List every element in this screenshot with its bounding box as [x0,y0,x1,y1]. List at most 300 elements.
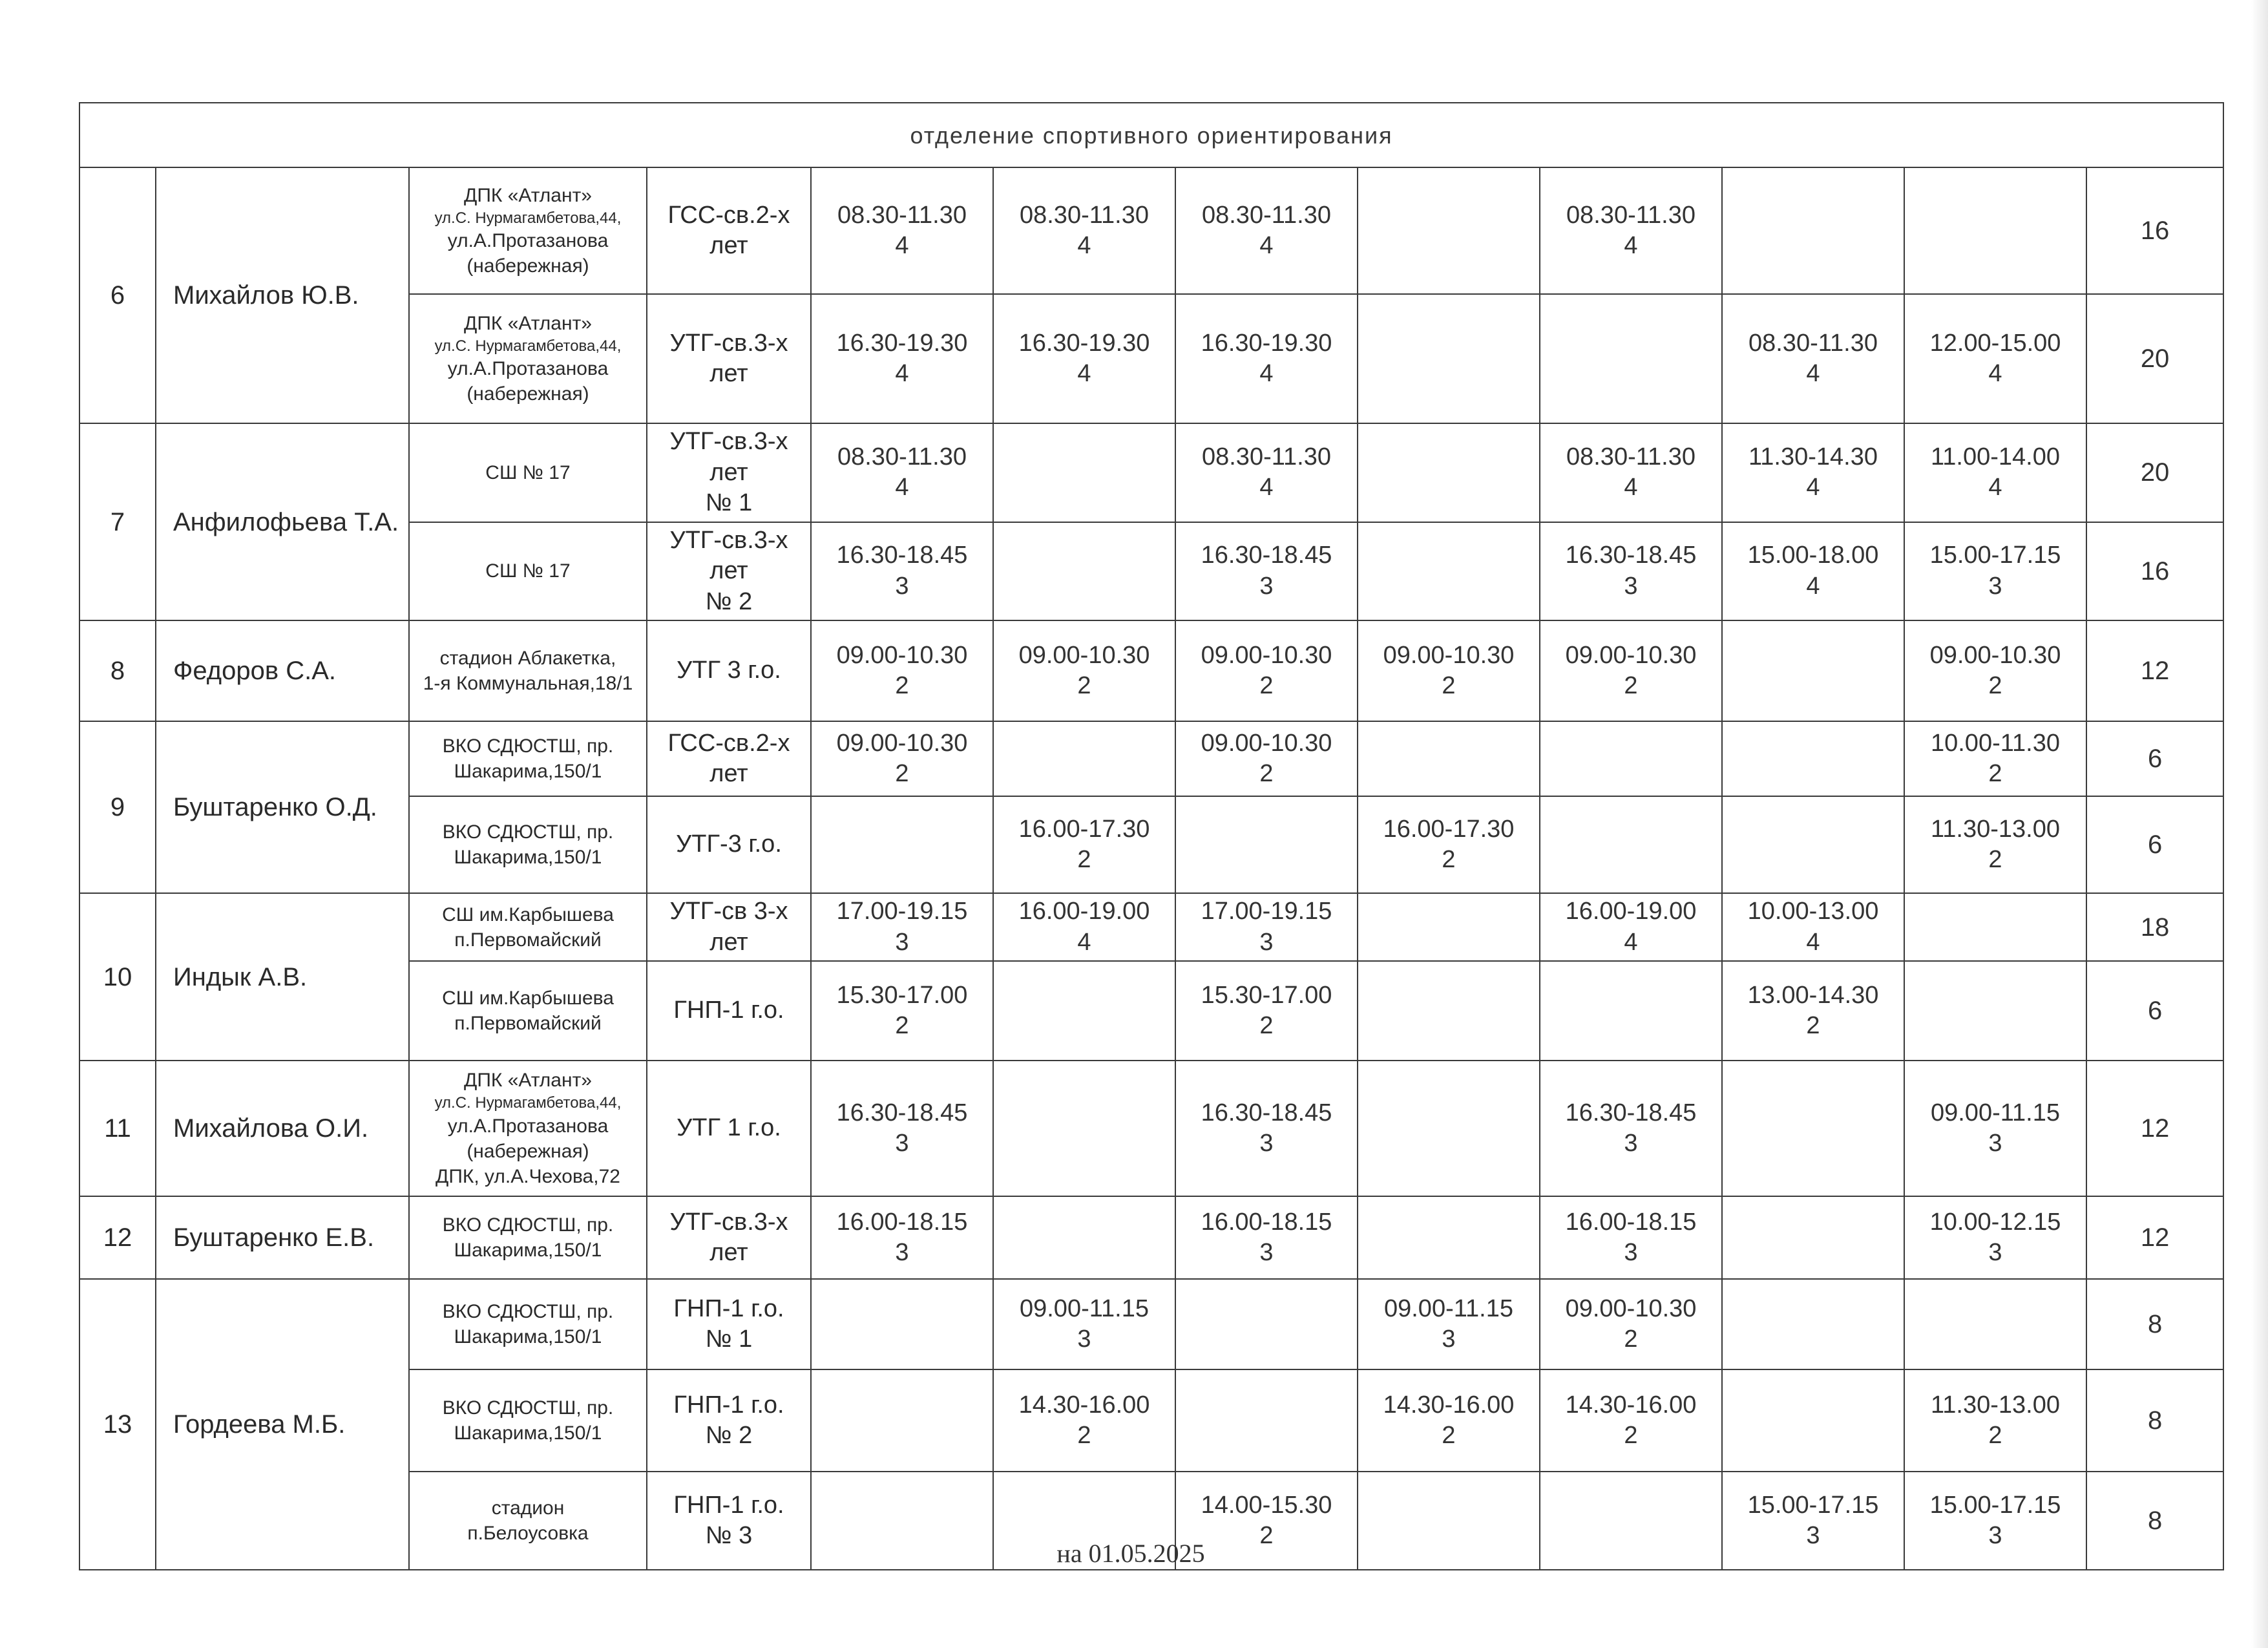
day-schedule-cell [1358,522,1540,621]
venue-cell-line: п.Белоусовка [467,1523,589,1544]
venue-cell [409,1061,647,1196]
day-schedule-cell-line: 4 [1806,928,1820,956]
group-cell-line: УТГ-св.3-х [669,1208,788,1236]
group-cell-line: № 3 [705,1522,753,1549]
scan-edge-shadow [2251,0,2268,1648]
total-hours: 18 [2086,893,2223,961]
day-schedule-cell-line: 17.00-19.15 [836,898,968,925]
day-schedule-cell [1358,620,1540,721]
day-schedule-cell-line: 2 [1259,1522,1274,1549]
venue-cell-line: ул.С. Нурмагамбетова,44, [434,209,622,227]
day-schedule-cell-line: 09.00-10.30 [1383,641,1515,669]
venue-cell [409,1196,647,1279]
day-schedule-cell-line: 2 [1442,1422,1456,1449]
day-schedule-cell-line: 2 [1077,1422,1091,1449]
venue-cell [409,796,647,893]
day-schedule-cell-line: 3 [1259,1239,1274,1266]
venue-cell-line: ВКО СДЮСТШ, пр. [442,1214,614,1236]
day-schedule-cell [993,294,1175,423]
day-schedule-cell [993,1061,1175,1196]
day-schedule-cell [1175,796,1358,893]
day-schedule-cell-line: 2 [1259,672,1274,699]
day-schedule-cell-line: 15.00-18.00 [1747,542,1879,569]
coach-name: Анфилофьева Т.А. [156,423,409,620]
day-schedule-cell-line: 3 [1624,1239,1638,1266]
day-schedule-cell [1904,167,2086,294]
group-cell-line: лет [709,1239,748,1266]
table-row [79,1196,2223,1279]
venue-cell [409,893,647,961]
day-schedule-cell [1722,1061,1904,1196]
day-schedule-cell [811,1472,993,1570]
day-schedule-cell-line: 2 [1077,846,1091,873]
day-schedule-cell [1540,620,1722,721]
venue-cell-line: ВКО СДЮСТШ, пр. [442,1397,614,1419]
day-schedule-cell-line: 2 [1442,672,1456,699]
day-schedule-cell-line: 10.00-13.00 [1747,898,1879,925]
day-schedule-cell-line: 16.30-18.45 [1201,1099,1332,1126]
day-schedule-cell-line: 11.30-13.00 [1930,1391,2061,1419]
day-schedule-cell [993,167,1175,294]
day-schedule-cell-line: 4 [1988,360,2002,387]
day-schedule-cell [1904,961,2086,1061]
venue-cell [409,167,647,294]
table-row [79,721,2223,796]
day-schedule-cell [811,1196,993,1279]
group-cell [647,893,811,961]
row-number: 10 [79,893,156,1061]
day-schedule-cell-line: 16.30-18.45 [1565,1099,1697,1126]
day-schedule-cell [1722,1369,1904,1472]
group-cell-line: № 2 [705,1422,753,1449]
day-schedule-cell-line: 09.00-10.30 [1565,1294,1697,1322]
group-cell [647,423,811,522]
group-cell-line: ГНП-1 г.о. [673,1294,784,1322]
day-schedule-cell-line: 3 [1624,572,1638,600]
day-schedule-cell [1540,893,1722,961]
day-schedule-cell [1540,167,1722,294]
group-cell-line: № 2 [705,587,753,615]
day-schedule-cell [993,1279,1175,1369]
day-schedule-cell-line: 09.00-10.30 [836,729,968,757]
day-schedule-cell [1540,1061,1722,1196]
day-schedule-cell [811,423,993,522]
venue-cell-line: ВКО СДЮСТШ, пр. [442,821,614,843]
group-cell [647,796,811,893]
day-schedule-cell-line: 3 [1259,572,1274,600]
coach-name: Федоров С.А. [156,620,409,721]
day-schedule-cell-line: 4 [1259,360,1274,387]
group-cell [647,522,811,621]
venue-cell-line: Шакарима,150/1 [454,1326,602,1347]
day-schedule-cell-line: 3 [1988,1239,2002,1266]
venue-cell-line: п.Первомайский [454,1013,602,1034]
day-schedule-cell [1540,1369,1722,1472]
group-cell-line: ГСС-св.2-х [667,201,790,229]
day-schedule-cell-line: 11.00-14.00 [1930,443,2061,470]
day-schedule-cell [1722,1196,1904,1279]
group-cell [647,1196,811,1279]
day-schedule-cell-line: 4 [895,232,909,259]
venue-cell-line: ул.С. Нурмагамбетова,44, [434,1094,622,1112]
group-cell-line: УТГ-св 3-х [669,898,788,925]
total-hours: 20 [2086,423,2223,522]
venue-cell-line: (набережная) [467,383,589,405]
day-schedule-cell [1722,721,1904,796]
day-schedule-cell-line: 09.00-10.30 [1201,729,1332,757]
day-schedule-cell-line: 15.30-17.00 [836,981,968,1009]
day-schedule-cell-line: 3 [895,572,909,600]
day-schedule-cell [1722,167,1904,294]
day-schedule-cell-line: 16.00-17.30 [1383,815,1515,843]
day-schedule-cell [811,796,993,893]
day-schedule-cell [1904,294,2086,423]
day-schedule-cell [1722,423,1904,522]
day-schedule-cell-line: 2 [1624,1326,1638,1353]
venue-cell-line: ул.А.Протазанова [447,230,609,252]
day-schedule-cell-line: 12.00-15.00 [1929,329,2061,357]
day-schedule-cell-line: 16.30-18.45 [1565,542,1697,569]
day-schedule-cell-line: 08.30-11.30 [1019,201,1150,229]
group-cell [647,1061,811,1196]
day-schedule-cell-line: 2 [1259,760,1274,787]
day-schedule-cell-line: 3 [895,1130,909,1157]
day-schedule-cell [1540,796,1722,893]
day-schedule-cell-line: 4 [895,474,909,502]
day-schedule-cell [811,893,993,961]
day-schedule-cell [1722,961,1904,1061]
day-schedule-cell [1722,796,1904,893]
group-cell-line: УТГ 1 г.о. [677,1114,781,1142]
day-schedule-cell-line: 2 [895,672,909,699]
total-hours: 8 [2086,1369,2223,1472]
group-cell [647,1369,811,1472]
schedule-table [79,102,2224,1570]
group-cell [647,721,811,796]
group-cell-line: УТГ-св.3-х [669,428,788,455]
day-schedule-cell-line: 2 [1624,1422,1638,1449]
day-schedule-cell-line: 4 [1077,360,1091,387]
day-schedule-cell-line: 09.00-11.15 [1019,1294,1150,1322]
day-schedule-cell-line: 13.00-14.30 [1747,981,1879,1009]
day-schedule-cell [1540,721,1722,796]
day-schedule-cell-line: 3 [1259,1130,1274,1157]
day-schedule-cell [811,167,993,294]
day-schedule-cell [1358,1472,1540,1570]
day-schedule-cell-line: 2 [895,1012,909,1039]
coach-name: Буштаренко Е.В. [156,1196,409,1279]
day-schedule-cell [1540,961,1722,1061]
venue-cell-line: ВКО СДЮСТШ, пр. [442,1301,614,1322]
total-hours: 6 [2086,721,2223,796]
day-schedule-cell-line: 16.00-18.15 [1201,1208,1332,1236]
group-cell-line: ГНП-1 г.о. [673,997,784,1024]
venue-cell-line: Шакарима,150/1 [454,1422,602,1444]
day-schedule-cell-line: 2 [1077,672,1091,699]
day-schedule-cell [1175,893,1358,961]
day-schedule-cell-line: 4 [1259,232,1274,259]
group-cell [647,620,811,721]
coach-name: Индык А.В. [156,893,409,1061]
day-schedule-cell [1358,1369,1540,1472]
venue-cell [409,423,647,522]
day-schedule-cell-line: 3 [1988,572,2002,600]
day-schedule-cell-line: 4 [1806,474,1820,502]
day-schedule-cell [1358,796,1540,893]
day-schedule-cell [1540,1196,1722,1279]
day-schedule-cell [1175,1369,1358,1472]
day-schedule-cell-line: 3 [1442,1326,1456,1353]
day-schedule-cell-line: 11.30-13.00 [1930,815,2061,843]
venue-cell-line: Шакарима,150/1 [454,761,602,782]
day-schedule-cell-line: 17.00-19.15 [1201,898,1332,925]
day-schedule-cell [1175,1196,1358,1279]
group-cell-line: № 1 [705,489,753,516]
day-schedule-cell [1175,522,1358,621]
day-schedule-cell-line: 15.00-17.15 [1929,542,2061,569]
table-row [79,167,2223,294]
row-number: 7 [79,423,156,620]
venue-cell-line: п.Первомайский [454,929,602,951]
total-hours: 6 [2086,796,2223,893]
day-schedule-cell [1722,294,1904,423]
day-schedule-cell-line: 10.00-11.30 [1930,729,2061,757]
venue-cell [409,1472,647,1570]
coach-name: Михайлова О.И. [156,1061,409,1196]
day-schedule-cell-line: 09.00-10.30 [1201,641,1332,669]
day-schedule-cell [1175,961,1358,1061]
day-schedule-cell-line: 4 [1077,232,1091,259]
day-schedule-cell-line: 09.00-11.15 [1383,1294,1514,1322]
day-schedule-cell [1540,1472,1722,1570]
day-schedule-cell-line: 09.00-10.30 [1018,641,1150,669]
day-schedule-cell-line: 08.30-11.30 [1748,329,1878,357]
day-schedule-cell-line: 4 [1077,928,1091,956]
venue-cell [409,294,647,423]
day-schedule-cell [1904,796,2086,893]
total-hours: 16 [2086,167,2223,294]
day-schedule-cell-line: 3 [1624,1130,1638,1157]
department-title: отделение спортивного ориентирования [79,103,2223,167]
group-cell-line: лет [709,760,748,787]
group-cell-line: УТГ-3 г.о. [676,830,782,858]
group-cell-line: ГНП-1 г.о. [673,1391,784,1419]
table-row [79,1279,2223,1369]
day-schedule-cell [1722,893,1904,961]
day-schedule-cell-line: 16.30-19.30 [1201,329,1332,357]
day-schedule-cell [1358,1196,1540,1279]
day-schedule-cell-line: 2 [1806,1012,1820,1039]
row-number: 9 [79,721,156,893]
day-schedule-cell [1175,167,1358,294]
day-schedule-cell [993,721,1175,796]
day-schedule-cell-line: 15.00-17.15 [1747,1491,1879,1519]
group-cell [647,167,811,294]
venue-cell [409,620,647,721]
total-hours: 16 [2086,522,2223,621]
day-schedule-cell-line: 3 [895,928,909,956]
group-cell-line: лет [709,928,748,956]
day-schedule-cell-line: 2 [1988,672,2002,699]
venue-cell-line: 1-я Коммунальная,18/1 [423,673,633,694]
day-schedule-cell [811,294,993,423]
day-schedule-cell-line: 16.00-18.15 [836,1208,968,1236]
day-schedule-cell [1722,620,1904,721]
venue-cell-line: ДПК «Атлант» [464,1070,592,1092]
coach-name: Гордеева М.Б. [156,1279,409,1570]
day-schedule-cell-line: 16.00-18.15 [1565,1208,1697,1236]
day-schedule-cell-line: 15.30-17.00 [1201,981,1332,1009]
total-hours: 8 [2086,1472,2223,1570]
venue-cell-line: ДПК «Атлант» [464,184,592,206]
venue-cell-line: ВКО СДЮСТШ, пр. [442,735,614,757]
total-hours: 8 [2086,1279,2223,1369]
day-schedule-cell-line: 16.30-18.45 [836,542,968,569]
group-cell-line: лет [709,557,748,584]
day-schedule-cell-line: 16.30-18.45 [836,1099,968,1126]
day-schedule-cell [993,620,1175,721]
day-schedule-cell-line: 09.00-10.30 [1929,641,2061,669]
venue-cell-line: Шакарима,150/1 [454,1240,602,1261]
day-schedule-cell-line: 2 [1988,1422,2002,1449]
day-schedule-cell [1175,294,1358,423]
venue-cell-line: СШ им.Карбышева [442,988,614,1009]
report-date: на 01.05.2025 [1056,1539,1205,1568]
day-schedule-cell [1175,620,1358,721]
day-schedule-cell [1358,961,1540,1061]
day-schedule-cell [1904,1472,2086,1570]
group-cell-line: № 1 [705,1326,753,1353]
total-hours: 20 [2086,294,2223,423]
row-number: 8 [79,620,156,721]
day-schedule-cell-line: 4 [1259,474,1274,502]
day-schedule-cell-line: 4 [1988,474,2002,502]
day-schedule-cell-line: 08.30-11.30 [1201,443,1332,470]
day-schedule-cell-line: 4 [895,360,909,387]
row-number: 6 [79,167,156,423]
day-schedule-cell [1904,522,2086,621]
day-schedule-cell [993,1196,1175,1279]
day-schedule-cell [1904,620,2086,721]
row-number: 12 [79,1196,156,1279]
day-schedule-cell [1540,522,1722,621]
venue-cell-line: ул.А.Протазанова [447,1115,609,1137]
day-schedule-cell [1904,721,2086,796]
day-schedule-cell-line: 16.00-17.30 [1018,815,1150,843]
day-schedule-cell [1722,1279,1904,1369]
day-schedule-cell [1540,1279,1722,1369]
day-schedule-cell [1358,1279,1540,1369]
day-schedule-cell [993,1369,1175,1472]
day-schedule-cell [1175,1061,1358,1196]
venue-cell-line: стадион Аблакетка, [439,648,616,669]
day-schedule-cell [1904,1369,2086,1472]
venue-cell-line: СШ № 17 [485,461,571,483]
day-schedule-cell-line: 14.30-16.00 [1018,1391,1150,1419]
day-schedule-cell-line: 11.30-14.30 [1748,443,1878,470]
day-schedule-cell [1904,423,2086,522]
day-schedule-cell [811,961,993,1061]
day-schedule-cell-line: 2 [1988,846,2002,873]
venue-cell [409,961,647,1061]
venue-cell-line: ул.А.Протазанова [447,358,609,380]
venue-cell-line: стадион [491,1497,565,1519]
department-header-row [79,103,2223,167]
group-cell-line: УТГ-св.3-х [669,526,788,554]
day-schedule-cell-line: 2 [1442,846,1456,873]
coach-name: Буштаренко О.Д. [156,721,409,893]
row-number: 11 [79,1061,156,1196]
total-hours: 12 [2086,620,2223,721]
day-schedule-cell [1904,1196,2086,1279]
day-schedule-cell [811,522,993,621]
day-schedule-cell-line: 3 [895,1239,909,1266]
group-cell [647,1472,811,1570]
day-schedule-cell-line: 16.00-19.00 [1018,898,1150,925]
day-schedule-cell [1358,721,1540,796]
day-schedule-cell [1175,1279,1358,1369]
day-schedule-cell-line: 2 [1624,672,1638,699]
day-schedule-cell [1904,893,2086,961]
day-schedule-cell-line: 4 [1806,572,1820,600]
day-schedule-cell [993,423,1175,522]
venue-cell-line: (набережная) [467,1140,589,1162]
day-schedule-cell-line: 2 [895,760,909,787]
day-schedule-cell [811,1061,993,1196]
day-schedule-cell-line: 3 [1806,1522,1820,1549]
day-schedule-cell [1358,1061,1540,1196]
day-schedule-cell [811,1369,993,1472]
venue-cell-line: (набережная) [467,255,589,277]
table-row [79,620,2223,721]
group-cell-line: лет [709,458,748,486]
venue-cell-line: ДПК «Атлант» [464,312,592,334]
day-schedule-cell [993,796,1175,893]
day-schedule-cell-line: 3 [1988,1522,2002,1549]
day-schedule-cell-line: 14.00-15.30 [1201,1491,1332,1519]
day-schedule-cell-line: 09.00-10.30 [1565,641,1697,669]
day-schedule-cell-line: 2 [1259,1012,1274,1039]
venue-cell [409,1369,647,1472]
day-schedule-cell [1540,294,1722,423]
day-schedule-cell-line: 08.30-11.30 [1201,201,1332,229]
day-schedule-cell [1540,423,1722,522]
day-schedule-cell-line: 09.00-11.15 [1930,1099,2061,1126]
day-schedule-cell [811,620,993,721]
group-cell [647,961,811,1061]
day-schedule-cell [811,1279,993,1369]
day-schedule-cell [1904,1279,2086,1369]
day-schedule-cell [1358,893,1540,961]
day-schedule-cell [1175,423,1358,522]
day-schedule-cell-line: 15.00-17.15 [1929,1491,2061,1519]
day-schedule-cell-line: 16.30-19.30 [836,329,968,357]
day-schedule-cell-line: 08.30-11.30 [837,201,967,229]
day-schedule-cell [1722,1472,1904,1570]
day-schedule-cell-line: 4 [1624,474,1638,502]
group-cell-line: ГНП-1 г.о. [673,1491,784,1519]
day-schedule-cell-line: 09.00-10.30 [836,641,968,669]
venue-cell-line: СШ им.Карбышева [442,903,614,925]
group-cell [647,294,811,423]
group-cell-line: лет [709,360,748,387]
day-schedule-cell-line: 08.30-11.30 [1566,201,1696,229]
day-schedule-cell-line: 4 [1624,232,1638,259]
day-schedule-cell [993,893,1175,961]
venue-cell-line: Шакарима,150/1 [454,847,602,868]
day-schedule-cell-line: 10.00-12.15 [1929,1208,2061,1236]
venue-cell-line: СШ № 17 [485,560,571,582]
